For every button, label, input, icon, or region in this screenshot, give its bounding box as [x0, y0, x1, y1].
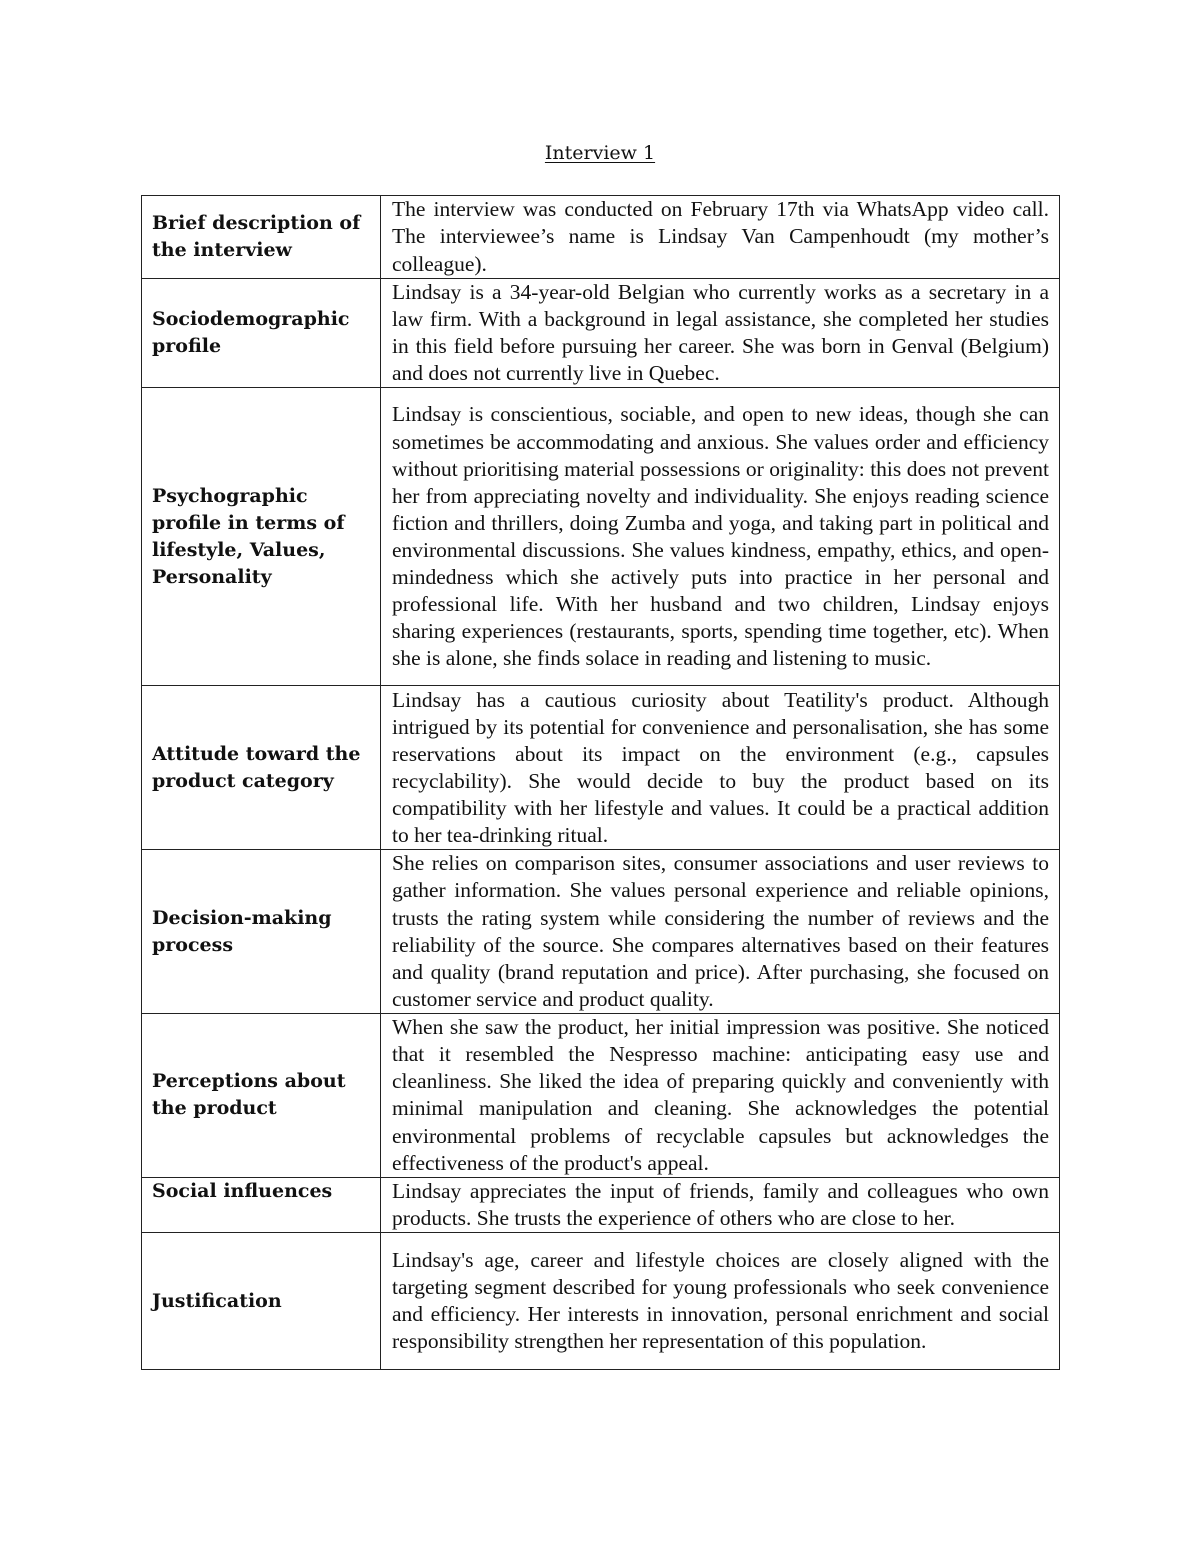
row-label: Sociodemographic profile	[142, 279, 381, 388]
page-title: Interview 1	[544, 142, 656, 164]
table-row-sociodemographic	[142, 279, 1060, 388]
row-label: Attitude toward the product category	[142, 686, 381, 850]
row-text: Lindsay has a cautious curiosity about Teatility's product. Although intrigued by its potential for convenience and personalisation, she has some reservations about its impact on the environment (e.g., capsules recyclability). She would decide to buy the product based on its compatibility with her lifestyle and values. It could be a practical addition to her tea-drinking ritual.	[381, 686, 1060, 850]
row-text: Lindsay's age, career and lifestyle choices are closely aligned with the targeting segment described for young professionals who seek convenience and efficiency. Her interests in innovation, personal enrichment and social responsibility strengthen her representation of this population.	[381, 1233, 1060, 1370]
table-row-psychographic	[142, 388, 1060, 686]
row-label: Decision-making process	[142, 850, 381, 1014]
row-label: Social influences	[142, 1177, 381, 1232]
row-label: Brief description of the interview	[142, 196, 381, 279]
row-label: Perceptions about the product	[142, 1013, 381, 1177]
table-row-perceptions	[142, 1013, 1060, 1177]
row-text: Lindsay is a 34-year-old Belgian who currently works as a secretary in a law firm. With a background in legal assistance, she completed her studies in this field before pursuing her career. She was born in Genval (Belgium) and does not currently live in Quebec.	[381, 279, 1060, 388]
interview-table	[141, 195, 1060, 1370]
row-text: She relies on comparison sites, consumer associations and user reviews to gather information. She values personal experience and reliable opinions, trusts the rating system while considering the number of reviews and the reliability of the source. She compares alternatives based on their features and quality (brand reputation and price). After purchasing, she focused on customer service and product quality.	[381, 850, 1060, 1014]
table-row-brief-description	[142, 196, 1060, 279]
table-row-justification	[142, 1233, 1060, 1370]
row-text: The interview was conducted on February 17th via WhatsApp video call. The interviewee’s name is Lindsay Van Campenhoudt (my mother’s colleague).	[381, 196, 1060, 279]
table-row-decision-making	[142, 850, 1060, 1014]
row-text: When she saw the product, her initial impression was positive. She noticed that it resembled the Nespresso machine: anticipating easy use and cleanliness. She liked the idea of preparing quickly and conveniently with minimal manipulation and cleaning. She acknowledges the potential environmental problems of recyclable capsules but acknowledges the effectiveness of the product's appeal.	[381, 1013, 1060, 1177]
row-label: Psychographic profile in terms of lifestyle, Values, Personality	[142, 388, 381, 686]
row-text: Lindsay appreciates the input of friends, family and colleagues who own products. She trusts the experience of others who are close to her.	[381, 1177, 1060, 1232]
row-text: Lindsay is conscientious, sociable, and open to new ideas, though she can sometimes be accommodating and anxious. She values order and efficiency without prioritising material possessions or originality: this does not prevent her from appreciating novelty and individuality. She enjoys reading science fiction and thrillers, doing Zumba and yoga, and taking part in political and environmental discussions. She values kindness, empathy, ethics, and open-mindedness which she actively puts into practice in her personal and professional life. With her husband and two children, Lindsay enjoys sharing experiences (restaurants, sports, spending time together, etc). When she is alone, she finds solace in reading and listening to music.	[381, 388, 1060, 686]
table-row-social-influences	[142, 1177, 1060, 1232]
row-label: Justification	[142, 1233, 381, 1370]
table-row-attitude	[142, 686, 1060, 850]
